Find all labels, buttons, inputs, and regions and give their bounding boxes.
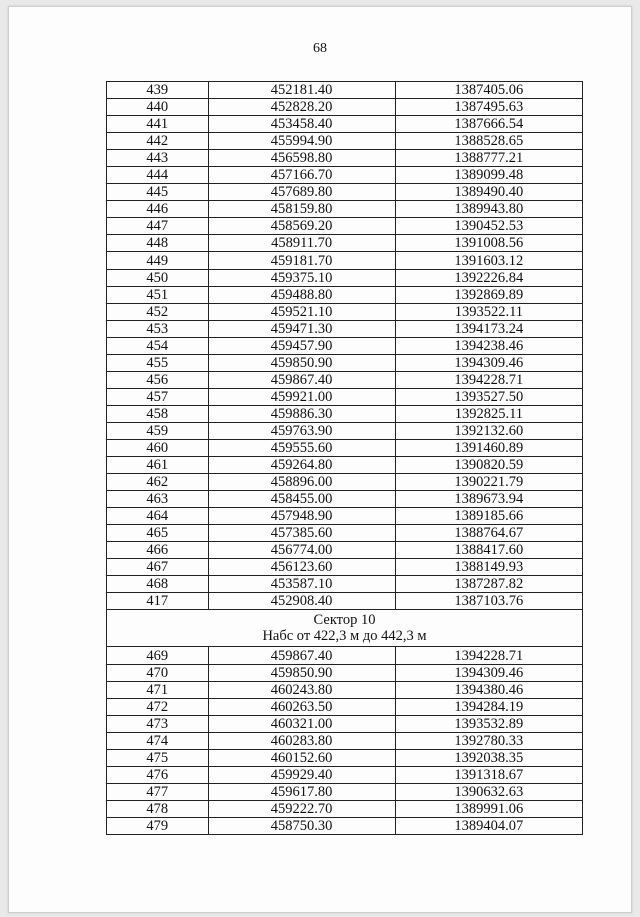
table-row xyxy=(107,681,583,698)
point-number-cell: 479 xyxy=(107,817,209,834)
point-number-cell: 478 xyxy=(107,800,209,817)
point-number-cell: 456 xyxy=(107,371,209,388)
point-number-cell: 458 xyxy=(107,405,209,422)
table-body-upper xyxy=(107,82,583,610)
table-row xyxy=(107,800,583,817)
table-row xyxy=(107,201,583,218)
y-coordinate-cell: 1390820.59 xyxy=(395,457,582,474)
point-number-cell: 453 xyxy=(107,320,209,337)
y-coordinate-cell: 1389185.66 xyxy=(395,508,582,525)
y-coordinate-cell: 1392226.84 xyxy=(395,269,582,286)
table-row xyxy=(107,184,583,201)
x-coordinate-cell: 456123.60 xyxy=(208,559,395,576)
point-number-cell: 471 xyxy=(107,681,209,698)
point-number-cell: 452 xyxy=(107,303,209,320)
table-row xyxy=(107,422,583,439)
table-row xyxy=(107,559,583,576)
y-coordinate-cell: 1392825.11 xyxy=(395,405,582,422)
table-row xyxy=(107,82,583,99)
table-row xyxy=(107,252,583,269)
point-number-cell: 449 xyxy=(107,252,209,269)
point-number-cell: 457 xyxy=(107,388,209,405)
point-number-cell: 446 xyxy=(107,201,209,218)
x-coordinate-cell: 459457.90 xyxy=(208,337,395,354)
x-coordinate-cell: 458896.00 xyxy=(208,474,395,491)
y-coordinate-cell: 1388528.65 xyxy=(395,133,582,150)
y-coordinate-cell: 1394173.24 xyxy=(395,320,582,337)
table-row xyxy=(107,167,583,184)
table-row xyxy=(107,320,583,337)
coordinates-table xyxy=(106,81,583,835)
point-number-cell: 461 xyxy=(107,457,209,474)
x-coordinate-cell: 458911.70 xyxy=(208,235,395,252)
table-row xyxy=(107,303,583,320)
y-coordinate-cell: 1391460.89 xyxy=(395,439,582,456)
point-number-cell: 465 xyxy=(107,525,209,542)
table-row xyxy=(107,218,583,235)
y-coordinate-cell: 1393527.50 xyxy=(395,388,582,405)
table-row xyxy=(107,491,583,508)
point-number-cell: 469 xyxy=(107,647,209,664)
point-number-cell: 462 xyxy=(107,474,209,491)
x-coordinate-cell: 459850.90 xyxy=(208,664,395,681)
table-body-lower xyxy=(107,647,583,835)
x-coordinate-cell: 459521.10 xyxy=(208,303,395,320)
table-row xyxy=(107,525,583,542)
point-number-cell: 445 xyxy=(107,184,209,201)
x-coordinate-cell: 458455.00 xyxy=(208,491,395,508)
y-coordinate-cell: 1394309.46 xyxy=(395,354,582,371)
table-row xyxy=(107,405,583,422)
x-coordinate-cell: 456598.80 xyxy=(208,150,395,167)
x-coordinate-cell: 455994.90 xyxy=(208,133,395,150)
point-number-cell: 417 xyxy=(107,593,209,610)
table-row xyxy=(107,593,583,610)
x-coordinate-cell: 459867.40 xyxy=(208,647,395,664)
x-coordinate-cell: 460263.50 xyxy=(208,698,395,715)
point-number-cell: 442 xyxy=(107,133,209,150)
point-number-cell: 464 xyxy=(107,508,209,525)
y-coordinate-cell: 1389404.07 xyxy=(395,817,582,834)
point-number-cell: 474 xyxy=(107,732,209,749)
x-coordinate-cell: 460321.00 xyxy=(208,715,395,732)
x-coordinate-cell: 452908.40 xyxy=(208,593,395,610)
y-coordinate-cell: 1389943.80 xyxy=(395,201,582,218)
x-coordinate-cell: 458750.30 xyxy=(208,817,395,834)
x-coordinate-cell: 459886.30 xyxy=(208,405,395,422)
x-coordinate-cell: 460152.60 xyxy=(208,749,395,766)
point-number-cell: 463 xyxy=(107,491,209,508)
point-number-cell: 441 xyxy=(107,116,209,133)
y-coordinate-cell: 1388149.93 xyxy=(395,559,582,576)
table-row xyxy=(107,388,583,405)
point-number-cell: 473 xyxy=(107,715,209,732)
sector-cell xyxy=(107,610,583,647)
y-coordinate-cell: 1392132.60 xyxy=(395,422,582,439)
y-coordinate-cell: 1394228.71 xyxy=(395,647,582,664)
y-coordinate-cell: 1390632.63 xyxy=(395,783,582,800)
y-coordinate-cell: 1389673.94 xyxy=(395,491,582,508)
y-coordinate-cell: 1394309.46 xyxy=(395,664,582,681)
point-number-cell: 467 xyxy=(107,559,209,576)
sector-subtitle: Набс от 422,3 м до 442,3 м xyxy=(262,628,427,645)
point-number-cell: 454 xyxy=(107,337,209,354)
x-coordinate-cell: 459471.30 xyxy=(208,320,395,337)
x-coordinate-cell: 459375.10 xyxy=(208,269,395,286)
y-coordinate-cell: 1389490.40 xyxy=(395,184,582,201)
table-row xyxy=(107,116,583,133)
table-row xyxy=(107,269,583,286)
table-row xyxy=(107,235,583,252)
x-coordinate-cell: 459867.40 xyxy=(208,371,395,388)
y-coordinate-cell: 1389099.48 xyxy=(395,167,582,184)
table-row xyxy=(107,150,583,167)
x-coordinate-cell: 458159.80 xyxy=(208,201,395,218)
y-coordinate-cell: 1393522.11 xyxy=(395,303,582,320)
x-coordinate-cell: 459617.80 xyxy=(208,783,395,800)
x-coordinate-cell: 459850.90 xyxy=(208,354,395,371)
table-row xyxy=(107,732,583,749)
point-number-cell: 451 xyxy=(107,286,209,303)
point-number-cell: 459 xyxy=(107,422,209,439)
table-row xyxy=(107,766,583,783)
y-coordinate-cell: 1387405.06 xyxy=(395,82,582,99)
sector-row xyxy=(107,610,583,647)
point-number-cell: 466 xyxy=(107,542,209,559)
x-coordinate-cell: 457689.80 xyxy=(208,184,395,201)
table-row xyxy=(107,715,583,732)
x-coordinate-cell: 459929.40 xyxy=(208,766,395,783)
y-coordinate-cell: 1387495.63 xyxy=(395,99,582,116)
y-coordinate-cell: 1388764.67 xyxy=(395,525,582,542)
y-coordinate-cell: 1394238.46 xyxy=(395,337,582,354)
point-number-cell: 443 xyxy=(107,150,209,167)
x-coordinate-cell: 453458.40 xyxy=(208,116,395,133)
point-number-cell: 477 xyxy=(107,783,209,800)
point-number-cell: 444 xyxy=(107,167,209,184)
y-coordinate-cell: 1392869.89 xyxy=(395,286,582,303)
table-row xyxy=(107,508,583,525)
table-row xyxy=(107,576,583,593)
x-coordinate-cell: 459488.80 xyxy=(208,286,395,303)
table-row xyxy=(107,354,583,371)
y-coordinate-cell: 1387666.54 xyxy=(395,116,582,133)
point-number-cell: 470 xyxy=(107,664,209,681)
x-coordinate-cell: 459264.80 xyxy=(208,457,395,474)
table-row xyxy=(107,664,583,681)
table-row xyxy=(107,133,583,150)
point-number-cell: 450 xyxy=(107,269,209,286)
x-coordinate-cell: 458569.20 xyxy=(208,218,395,235)
y-coordinate-cell: 1390452.53 xyxy=(395,218,582,235)
x-coordinate-cell: 459555.60 xyxy=(208,439,395,456)
y-coordinate-cell: 1390221.79 xyxy=(395,474,582,491)
x-coordinate-cell: 452828.20 xyxy=(208,99,395,116)
x-coordinate-cell: 459222.70 xyxy=(208,800,395,817)
x-coordinate-cell: 460283.80 xyxy=(208,732,395,749)
sector-header xyxy=(107,610,583,647)
x-coordinate-cell: 457385.60 xyxy=(208,525,395,542)
x-coordinate-cell: 457166.70 xyxy=(208,167,395,184)
x-coordinate-cell: 459921.00 xyxy=(208,388,395,405)
x-coordinate-cell: 452181.40 xyxy=(208,82,395,99)
table-row xyxy=(107,371,583,388)
y-coordinate-cell: 1389991.06 xyxy=(395,800,582,817)
table-row xyxy=(107,286,583,303)
y-coordinate-cell: 1387103.76 xyxy=(395,593,582,610)
table-row xyxy=(107,542,583,559)
point-number-cell: 455 xyxy=(107,354,209,371)
y-coordinate-cell: 1394284.19 xyxy=(395,698,582,715)
y-coordinate-cell: 1393532.89 xyxy=(395,715,582,732)
x-coordinate-cell: 453587.10 xyxy=(208,576,395,593)
point-number-cell: 475 xyxy=(107,749,209,766)
point-number-cell: 447 xyxy=(107,218,209,235)
y-coordinate-cell: 1388417.60 xyxy=(395,542,582,559)
y-coordinate-cell: 1388777.21 xyxy=(395,150,582,167)
table-row xyxy=(107,99,583,116)
table-row xyxy=(107,457,583,474)
y-coordinate-cell: 1391318.67 xyxy=(395,766,582,783)
point-number-cell: 476 xyxy=(107,766,209,783)
table-row xyxy=(107,337,583,354)
x-coordinate-cell: 457948.90 xyxy=(208,508,395,525)
point-number-cell: 440 xyxy=(107,99,209,116)
y-coordinate-cell: 1387287.82 xyxy=(395,576,582,593)
y-coordinate-cell: 1392038.35 xyxy=(395,749,582,766)
x-coordinate-cell: 460243.80 xyxy=(208,681,395,698)
x-coordinate-cell: 459763.90 xyxy=(208,422,395,439)
table-row xyxy=(107,749,583,766)
x-coordinate-cell: 459181.70 xyxy=(208,252,395,269)
y-coordinate-cell: 1394228.71 xyxy=(395,371,582,388)
page-number: 68 xyxy=(313,41,327,56)
table-row xyxy=(107,439,583,456)
sector-title: Сектор 10 xyxy=(313,612,376,629)
point-number-cell: 468 xyxy=(107,576,209,593)
table-row xyxy=(107,474,583,491)
point-number-cell: 439 xyxy=(107,82,209,99)
table-row xyxy=(107,698,583,715)
y-coordinate-cell: 1392780.33 xyxy=(395,732,582,749)
point-number-cell: 472 xyxy=(107,698,209,715)
y-coordinate-cell: 1391008.56 xyxy=(395,235,582,252)
table-row xyxy=(107,647,583,664)
y-coordinate-cell: 1391603.12 xyxy=(395,252,582,269)
table-row xyxy=(107,817,583,834)
point-number-cell: 460 xyxy=(107,439,209,456)
y-coordinate-cell: 1394380.46 xyxy=(395,681,582,698)
x-coordinate-cell: 456774.00 xyxy=(208,542,395,559)
point-number-cell: 448 xyxy=(107,235,209,252)
table-row xyxy=(107,783,583,800)
document-page xyxy=(8,6,632,913)
